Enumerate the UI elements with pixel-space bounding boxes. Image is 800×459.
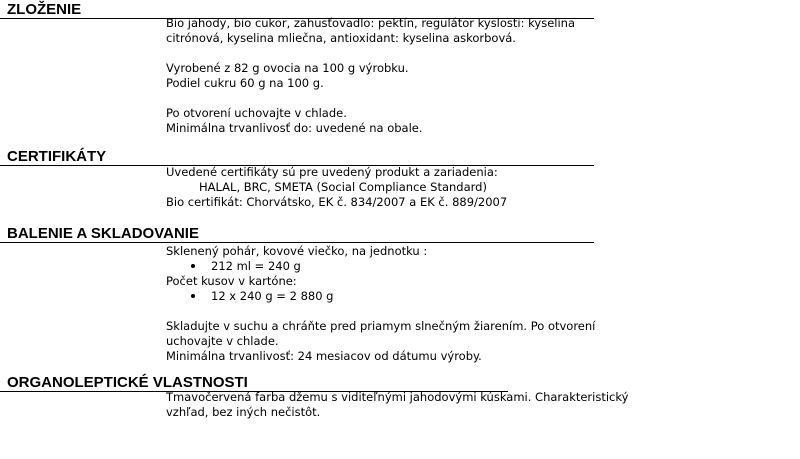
bullet-icon — [191, 264, 195, 268]
list-item-text: 212 ml = 240 g — [211, 259, 301, 273]
list-item-text: 12 x 240 g = 2 880 g — [211, 289, 334, 303]
text-line: Minimálna trvanlivosť do: uvedené na obale. — [166, 121, 423, 135]
list-item — [166, 289, 595, 304]
text-line: uchovajte v chlade. — [166, 334, 279, 348]
text-line: Uvedené certifikáty sú pre uvedený produkt a zariadenia: — [166, 165, 498, 179]
text-line: Bio jahody, bio cukor, zahusťovadlo: pektín, regulátor kyslosti: kyselina — [166, 16, 575, 30]
bullet-icon — [191, 294, 195, 298]
section-body-organoleptic — [166, 390, 628, 420]
text-line: vzhľad, bez iných nečistôt. — [166, 405, 321, 419]
section-heading-balenie: BALENIE A SKLADOVANIE — [7, 225, 199, 242]
section-body-certifikaty — [166, 165, 507, 210]
section-divider — [0, 242, 594, 243]
text-line: HALAL, BRC, SMETA (Social Compliance Standard) — [199, 180, 487, 194]
section-heading-certifikaty: CERTIFIKÁTY — [7, 148, 107, 165]
text-line: Tmavočervená farba džemu s viditeľnými jahodovými kúskami. Charakteristický — [166, 390, 629, 404]
section-body-balenie — [166, 244, 595, 364]
text-line: Minimálna trvanlivosť: 24 mesiacov od dátumu výroby. — [166, 349, 482, 363]
text-line: Počet kusov v kartóne: — [166, 274, 297, 288]
text-line: Vyrobené z 82 g ovocia na 100 g výrobku. — [166, 61, 409, 75]
list-item — [166, 259, 595, 274]
text-line: Po otvorení uchovajte v chlade. — [166, 106, 347, 120]
text-line: Skladujte v suchu a chráňte pred priamym slnečným žiarením. Po otvorení — [166, 319, 596, 333]
section-heading-zlozenie: ZLOŽENIE — [7, 1, 82, 18]
text-line: citrónová, kyselina mliečna, antioxidant: kyselina askorbová. — [166, 31, 516, 45]
section-heading-organoleptic: ORGANOLEPTICKÉ VLASTNOSTI — [7, 374, 248, 391]
text-line: Podiel cukru 60 g na 100 g. — [166, 76, 324, 90]
section-body-zlozenie — [166, 16, 575, 136]
text-line: Sklenený pohár, kovové viečko, na jednotku : — [166, 244, 428, 258]
text-line: Bio certifikát: Chorvátsko, EK č. 834/2007 a EK č. 889/2007 — [166, 195, 508, 209]
